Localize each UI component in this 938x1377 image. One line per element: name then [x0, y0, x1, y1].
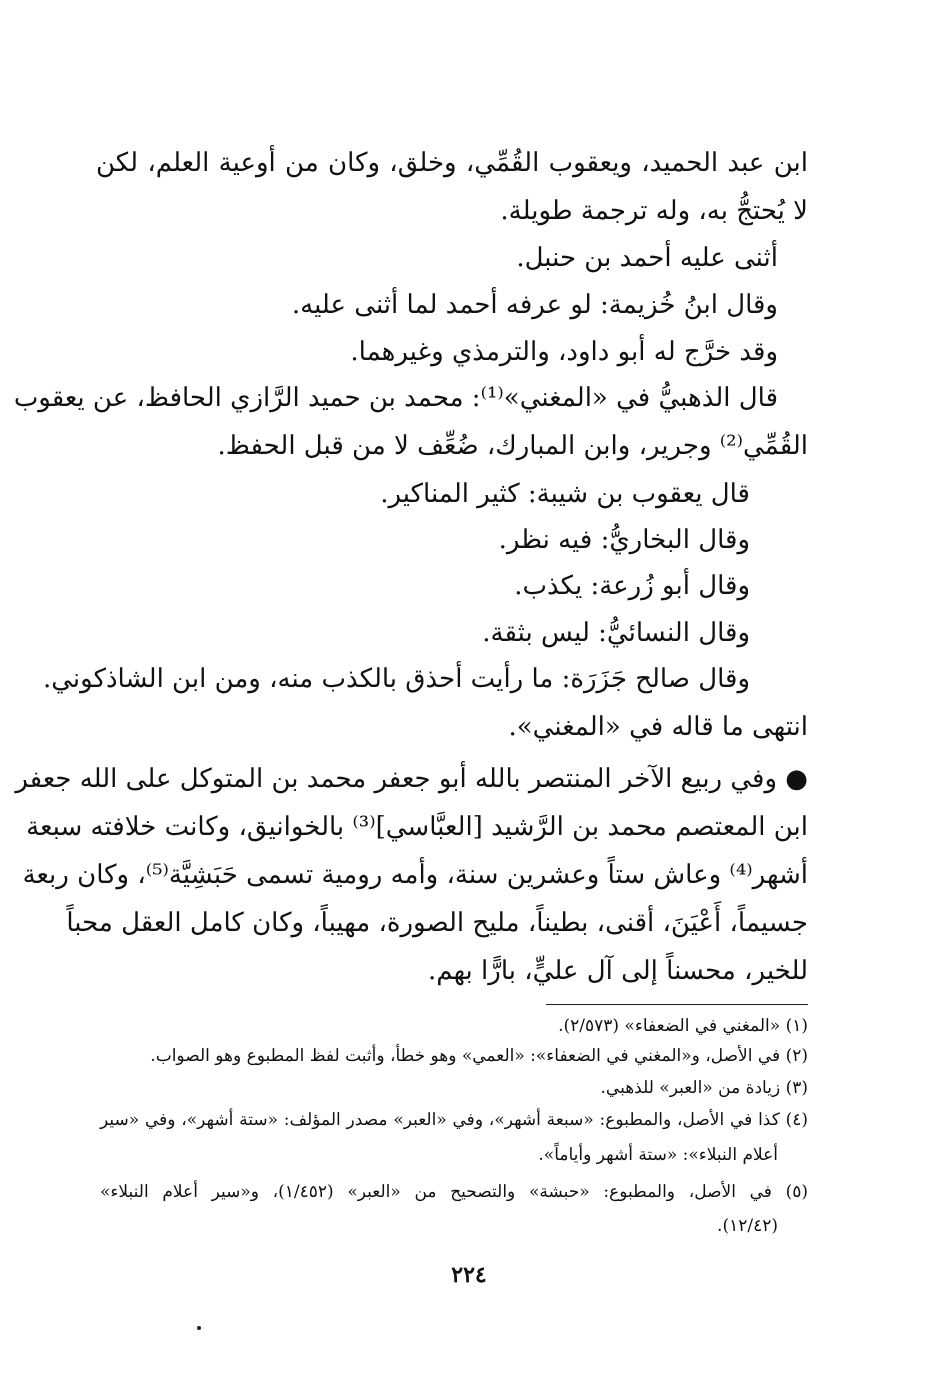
- body-line: ابن عبد الحميد، ويعقوب القُمِّي، وخلق، وكان من أوعية العلم، لكن: [96, 148, 808, 178]
- body-line: وقال ابنُ خُزيمة: لو عرفه أحمد لما أثنى عليه.: [291, 290, 778, 320]
- footnote-divider: [546, 1004, 808, 1005]
- footnote: (٢) في الأصل، و«المغني في الضعفاء»: «العمي» وهو خطأ، وأثبت لفظ المطبوع وهو الصواب.: [150, 1046, 808, 1066]
- body-line: وقال أبو زُرعة: يكذب.: [514, 571, 750, 601]
- footnote: (٣) زيادة من «العبر» للذهبي.: [600, 1078, 808, 1098]
- body-line: قال الذهبيُّ في «المغني»⁽¹⁾: محمد بن حميد الرَّازي الحافظ، عن يعقوب: [13, 383, 778, 413]
- footnote-continuation: (١٢/٤٢).: [717, 1216, 778, 1236]
- page-number: ٢٢٤: [451, 1262, 487, 1288]
- body-line: القُمِّي⁽²⁾ وجرير، وابن المبارك، ضُعِّف لا من قبل الحفظ.: [217, 431, 808, 461]
- body-line: وقد خرَّج له أبو داود، والترمذي وغيرهما.: [350, 337, 778, 367]
- body-line: قال يعقوب بن شيبة: كثير المناكير.: [380, 479, 750, 509]
- body-line: لا يُحتجُّ به، وله ترجمة طويلة.: [500, 196, 808, 226]
- body-line: ابن المعتصم محمد بن الرَّشيد [العبَّاسي]⁽³⁾ بالخوانيق، وكانت خلافته سبعة: [26, 812, 808, 842]
- body-line: أشهر⁽⁴⁾ وعاش ستاً وعشرين سنة، وأمه رومية تسمى حَبَشِيَّة⁽⁵⁾، وكان ربعة: [22, 860, 808, 890]
- body-line: للخير، محسناً إلى آل عليٍّ، بارًّا بهم.: [428, 956, 808, 986]
- footnote: (٤) كذا في الأصل، والمطبوع: «سبعة أشهر»، وفي «العبر» مصدر المؤلف: «ستة أشهر»، وفي «سير: [100, 1110, 808, 1130]
- footnote: (٥) في الأصل، والمطبوع: «حبشة» والتصحيح من «العبر» (١/٤٥٢)، و«سير أعلام النبلاء»: [100, 1182, 808, 1202]
- body-line: وقال البخاريُّ: فيه نظر.: [498, 525, 750, 555]
- body-line: وقال النسائيُّ: ليس بثقة.: [482, 618, 750, 648]
- body-line: انتهى ما قاله في «المغني».: [508, 712, 808, 742]
- body-line: وقال صالح جَزَرَة: ما رأيت أحذق بالكذب منه، ومن ابن الشاذكوني.: [42, 664, 750, 694]
- body-line: أثنى عليه أحمد بن حنبل.: [516, 243, 778, 273]
- footnote: (١) «المغني في الضعفاء» (٢/٥٧٣).: [558, 1016, 808, 1036]
- body-line: جسيماً، أَعْيَنَ، أقنى، بطيناً، مليح الصورة، مهيباً، وكان كامل العقل محباً: [66, 908, 808, 938]
- speck-mark: [197, 1326, 201, 1330]
- footnote-continuation: أعلام النبلاء»: «ستة أشهر وأياماً».: [538, 1145, 778, 1165]
- body-line: ● وفي ربيع الآخر المنتصر بالله أبو جعفر محمد بن المتوكل على الله جعفر: [15, 764, 808, 794]
